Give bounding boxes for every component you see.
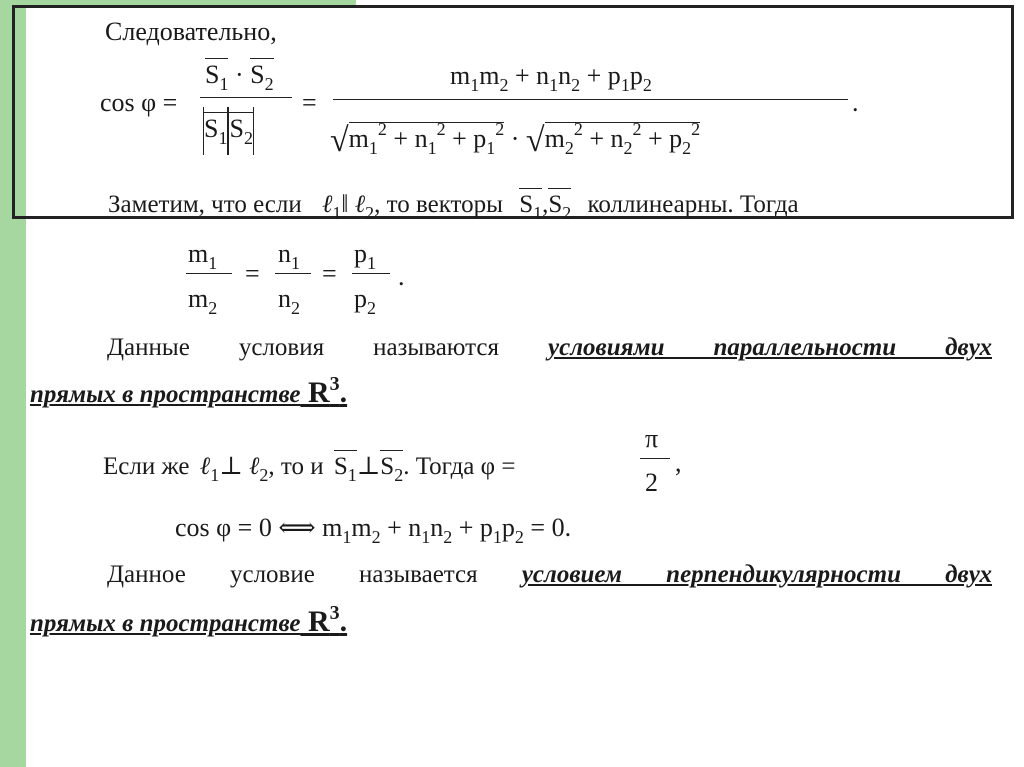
main-numerator: $m_1m_2 + n_1n_2 + p_1p_2$ [450, 61, 652, 95]
comma: , [675, 448, 682, 477]
fraction-bar-main [333, 99, 848, 100]
n1-ratio-num: $n_1$ [278, 239, 300, 273]
s1-dot-s2-numerator: $S_1 \cdot S_2$ [205, 60, 274, 94]
ratio-bar-m [186, 273, 232, 274]
pi-numerator: π [645, 424, 659, 453]
perpendicular-formula: cos φ = 0 ⟺ $m_1m_2 + n_1n_2 + p_1p_2 = 0$. [175, 513, 572, 547]
main-denominator: $√m_1^2 + n_1^2 + p_1^2 \cdot √m_2^2 + n_2^2 + p_2^2$ [330, 119, 701, 159]
fraction-bar-1 [200, 97, 292, 98]
parallel-condition-line2: прямых в пространстве $R^3$. [30, 373, 348, 409]
ratio-eq-1: = [245, 259, 260, 288]
pi-fraction-bar [640, 458, 670, 459]
ratio-bar-n [275, 273, 311, 274]
equals-sign: = [302, 88, 317, 117]
two-denominator: 2 [645, 468, 658, 497]
m1-ratio-num: $m_1$ [188, 239, 218, 273]
perp-condition-line1: Данное условие называется условием перпендикулярности двух [107, 561, 992, 588]
p2-ratio-den: $p_2$ [354, 284, 376, 318]
cos-phi-label: cos φ = [100, 88, 178, 117]
perp-condition-line2: прямых в пространстве $R^3$. [30, 602, 348, 638]
ratio-eq-2: = [322, 259, 337, 288]
note-line: Заметим, что если ℓ$_1$‖ ℓ$_2$, то векторы $S_1,S_2$ коллинеарны. Тогда [108, 188, 799, 217]
perpendicular-line: Если же ℓ$_1$⊥ ℓ$_2$, то и $S_1\perp S_2$. Тогда φ = [103, 450, 515, 479]
p1-ratio-num: $p_1$ [354, 239, 376, 273]
parallel-condition-line1: Данные условия называются условиями параллельности двух [107, 334, 992, 361]
n2-ratio-den: $n_2$ [278, 284, 300, 318]
period-2: . [398, 262, 405, 291]
s1-s2-norm-denominator: $S_1S_2$ [203, 107, 254, 155]
period-1: . [852, 88, 859, 117]
ratio-bar-p [352, 273, 390, 274]
m2-ratio-den: $m_2$ [188, 284, 218, 318]
consequently-text: Следовательно, [105, 17, 277, 46]
